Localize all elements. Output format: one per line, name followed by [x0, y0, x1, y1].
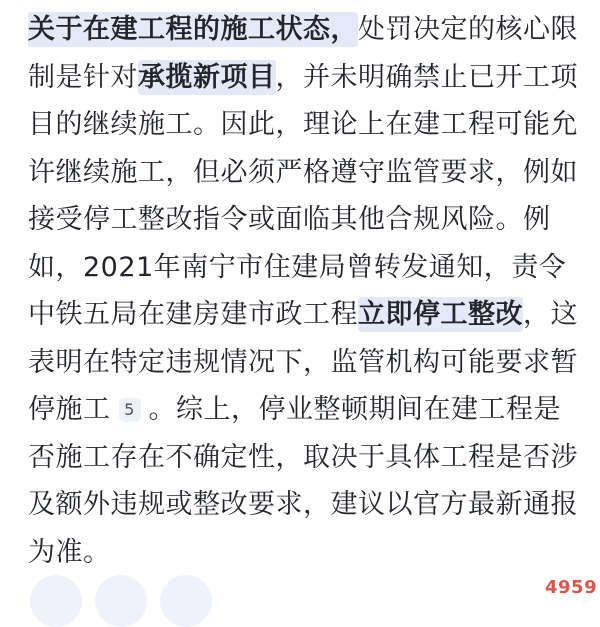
source-chip-source-3[interactable]	[160, 575, 212, 627]
source-chip-source-1[interactable]	[30, 575, 82, 627]
answer-text-segment: ，并未明确禁止已开工项目的继续施工。因此，理论上在建工程可能允许继续施工，但必须严格遵守监管要求，例如接受停工整改指令或面临其他合规风险。例如，2021年南宁市住建局曾转发通知，责令中铁五局在建房建市政工程	[28, 61, 578, 330]
corner-count-number: 4959	[545, 577, 598, 598]
citation-badge[interactable]: 5	[119, 398, 141, 422]
answer-text-segment: 。综上，停业整顿期间在建工程是否施工存在不确定性，取决于具体工程是否涉及额外违规或整改要求，建议以官方最新通报为准。	[28, 394, 578, 568]
highlighted-key-phrase: 关于在建工程的施工状态，	[28, 14, 358, 45]
answer-text-segment: 处罚决定的核心限制是针对	[28, 14, 578, 93]
source-chip-row	[30, 575, 212, 627]
answer-text-segment: ，这表明在特定违规情况下，监管机构可能要求暂停施工	[28, 299, 578, 425]
highlighted-key-phrase: 立即停工整改	[358, 299, 523, 330]
highlighted-key-phrase: 承揽新项目	[138, 61, 276, 93]
source-chip-source-2[interactable]	[95, 575, 147, 627]
